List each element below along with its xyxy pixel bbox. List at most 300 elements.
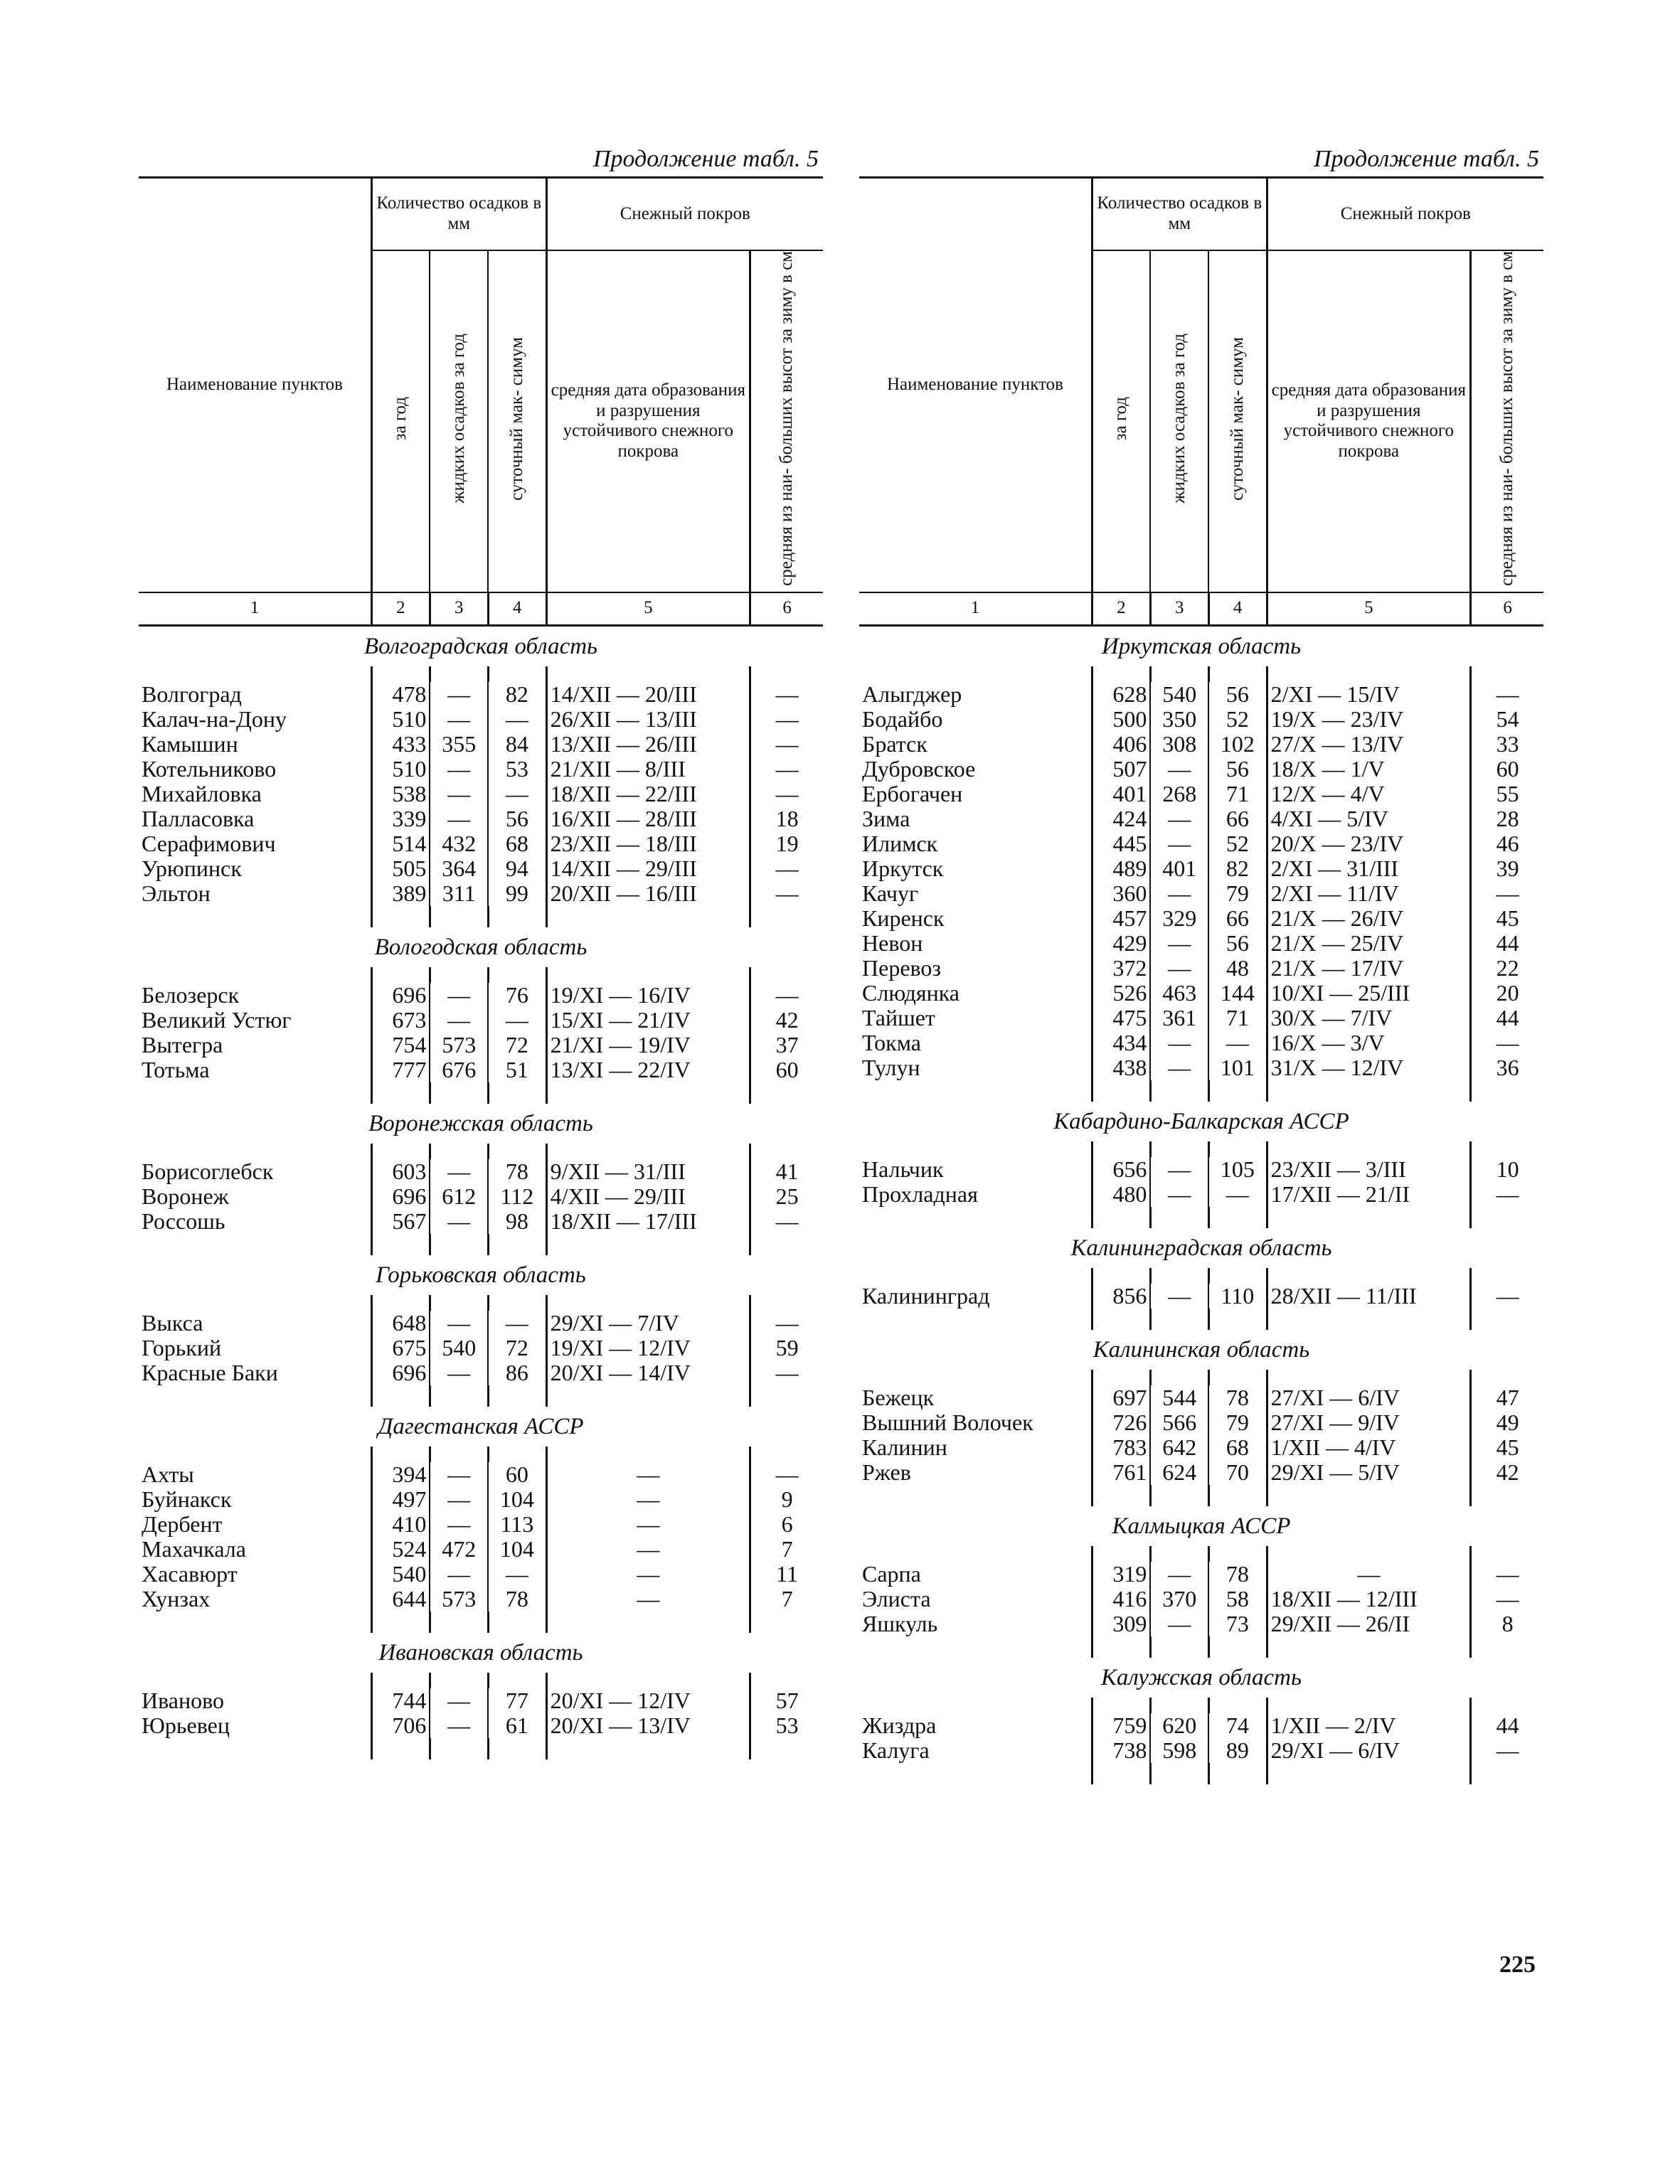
precip-liquid: 566 [1150,1410,1208,1435]
precip-daily-max: 60 [488,1462,546,1487]
column-number: 1 [250,598,260,618]
precip-liquid: — [1150,1182,1208,1207]
precip-year: 673 [371,1008,430,1033]
snow-avg-max: — [750,1462,823,1487]
precip-daily-max: 58 [1208,1587,1267,1612]
precip-liquid: — [1150,831,1208,856]
precip-year: 738 [1092,1738,1150,1763]
precip-year: 538 [371,782,430,806]
snow-dates: 2/XI — 31/III [1267,856,1471,881]
precip-year: 360 [1092,881,1150,906]
precip-year: 706 [371,1713,430,1738]
snow-avg-max: 18 [750,806,823,831]
precip-year: 524 [371,1537,430,1562]
precip-year: 457 [1092,906,1150,931]
precip-daily-max: 84 [488,732,546,757]
precip-liquid: — [430,1209,488,1234]
snow-avg-max: 11 [750,1562,823,1587]
table-row [139,1184,823,1209]
section-title: Ивановская область [378,1639,583,1666]
snow-avg-max: 37 [750,1033,823,1058]
snow-dates: 18/XII — 17/III [546,1209,750,1234]
precip-liquid: 355 [430,732,488,757]
table-row [139,1688,823,1713]
precip-year: 761 [1092,1460,1150,1485]
table-row [859,1284,1543,1309]
precip-daily-max: 73 [1208,1612,1267,1636]
precip-daily-max: 61 [488,1713,546,1738]
table-row [859,931,1543,956]
snow-dates: 19/XI — 12/IV [546,1336,750,1360]
station-name: Михайловка [142,780,262,806]
precip-year: 514 [371,831,430,856]
section-table [859,1698,1543,1784]
station-name: Слюдянка [862,979,959,1006]
table-row [859,881,1543,906]
snow-avg-max: 19 [750,831,823,856]
snow-dates: 20/XI — 13/IV [546,1713,750,1738]
table-row [139,782,823,806]
snow-dates: 12/X — 4/V [1267,782,1471,806]
precip-liquid: 624 [1150,1460,1208,1485]
right-column [859,142,1543,1784]
snow-avg-max: 55 [1471,782,1543,806]
precip-daily-max: 52 [1208,831,1267,856]
precip-daily-max: 68 [488,831,546,856]
snow-dates: 21/X — 25/IV [1267,931,1471,956]
precip-daily-max: 105 [1208,1157,1267,1182]
precip-year: 726 [1092,1410,1150,1435]
precip-year: 438 [1092,1055,1150,1080]
snow-dates: 28/XII — 11/III [1267,1284,1471,1309]
snow-avg-max: 10 [1471,1157,1543,1182]
precip-year: 372 [1092,956,1150,981]
precip-daily-max: 48 [1208,956,1267,981]
table-row [139,1537,823,1562]
table-row [859,1055,1543,1080]
precip-year: 656 [1092,1157,1150,1182]
precip-liquid: 463 [1150,981,1208,1006]
snow-dates: 20/X — 23/IV [1267,831,1471,856]
snow-dates: 27/XI — 6/IV [1267,1385,1471,1410]
station-name: Бежецк [862,1384,935,1410]
precip-daily-max: 71 [1208,1006,1267,1030]
column-number: 6 [750,592,823,626]
precip-daily-max: 72 [488,1033,546,1058]
table-caption: Продолжение табл. 5 [592,146,819,172]
station-name: Тулун [862,1054,920,1080]
snow-avg-max: 49 [1471,1410,1543,1435]
precip-year: 339 [371,806,430,831]
table-row [139,1360,823,1385]
station-name: Зима [862,805,910,831]
snow-avg-max: 28 [1471,806,1543,831]
section-table [859,1370,1543,1506]
station-name: Ербогачен [862,780,963,806]
precip-daily-max: 56 [1208,682,1267,707]
section-table [859,666,1543,1102]
station-name: Яшкуль [862,1610,938,1636]
section-table [139,666,823,927]
precip-year: 429 [1092,931,1150,956]
precip-liquid: — [1150,956,1208,981]
precip-daily-max: 74 [1208,1713,1267,1738]
header-avg-max: средняя из наи- больших высот за зиму в см [777,251,797,586]
station-name: Иваново [142,1687,225,1713]
snow-avg-max: — [750,881,823,906]
snow-dates: 13/XII — 26/III [546,732,750,757]
snow-avg-max: 47 [1471,1385,1543,1410]
section-table [139,967,823,1104]
precip-year: 410 [371,1512,430,1537]
snow-avg-max: 59 [750,1336,823,1360]
precip-liquid: — [1150,881,1208,906]
header-liquid: жидких осадков за год [448,334,468,504]
precip-daily-max: 78 [1208,1385,1267,1410]
snow-dates: 4/XII — 29/III [546,1184,750,1209]
snow-dates: — [546,1462,750,1487]
precip-year: 759 [1092,1713,1150,1738]
precip-daily-max: 99 [488,881,546,906]
precip-liquid: — [430,1360,488,1385]
precip-daily-max: 104 [488,1487,546,1512]
section-title: Иркутская область [1101,633,1302,659]
station-name: Воронеж [142,1183,229,1209]
snow-dates: — [546,1537,750,1562]
section-table [859,1546,1543,1658]
precip-daily-max: 56 [1208,757,1267,782]
precip-daily-max: 51 [488,1058,546,1082]
table-row [859,1738,1543,1763]
snow-avg-max: 44 [1471,1006,1543,1030]
table-row [139,682,823,707]
station-name: Камышин [142,730,238,757]
snow-dates: 29/XI — 5/IV [1267,1460,1471,1485]
snow-dates: 20/XII — 16/III [546,881,750,906]
column-number: 4 [488,592,546,626]
precip-liquid: 401 [1150,856,1208,881]
station-name: Качуг [862,880,919,906]
table-row [859,732,1543,757]
station-name: Прохладная [862,1181,978,1207]
snow-avg-max: 36 [1471,1055,1543,1080]
precip-year: 510 [371,707,430,732]
precip-year: 394 [371,1462,430,1487]
precip-daily-max: 76 [488,983,546,1008]
table-row [139,732,823,757]
precip-liquid: — [1150,1055,1208,1080]
station-name: Калинин [862,1434,947,1460]
precip-liquid: — [430,983,488,1008]
table-row [859,707,1543,732]
precip-daily-max: — [488,707,546,732]
precip-daily-max: — [488,1562,546,1587]
table-row [859,1030,1543,1055]
precip-daily-max: 82 [1208,856,1267,881]
table-row [139,831,823,856]
precip-year: 319 [1092,1562,1150,1587]
precip-year: 489 [1092,856,1150,881]
snow-dates: 29/XI — 7/IV [546,1311,750,1336]
station-name: Ахты [142,1461,194,1487]
snow-avg-max: 42 [750,1008,823,1033]
section-title: Воронежская область [368,1110,593,1136]
snow-dates: 29/XI — 6/IV [1267,1738,1471,1763]
header-dates: средняя дата образования и разрушения устойчивого снежного покрова [1267,250,1471,592]
snow-avg-max: 45 [1471,1435,1543,1460]
column-number: 4 [1208,592,1267,626]
snow-dates: 29/XII — 26/II [1267,1612,1471,1636]
section-title: Калининская область [1092,1336,1310,1363]
precip-liquid: 642 [1150,1435,1208,1460]
section-title: Калининградская область [1070,1235,1332,1261]
snow-avg-max: 57 [750,1688,823,1713]
precip-daily-max: 77 [488,1688,546,1713]
station-name: Горький [142,1334,222,1360]
station-name: Буйнакск [142,1486,232,1512]
snow-avg-max: 8 [1471,1612,1543,1636]
snow-avg-max: 45 [1471,906,1543,931]
station-name: Дубровское [862,755,976,782]
station-name: Алыгджер [862,681,962,707]
snow-avg-max: 39 [1471,856,1543,881]
precip-daily-max: 101 [1208,1055,1267,1080]
table-row [859,831,1543,856]
snow-avg-max: — [750,983,823,1008]
section-table [139,1673,823,1759]
station-name: Ржев [862,1459,911,1485]
station-name: Эльтон [142,880,211,906]
snow-dates: 10/XI — 25/III [1267,981,1471,1006]
precip-liquid: — [1150,1284,1208,1309]
snow-avg-max: — [1471,1030,1543,1055]
table-row [139,1487,823,1512]
snow-avg-max: 60 [750,1058,823,1082]
precip-daily-max: 66 [1208,906,1267,931]
table-row [859,1157,1543,1182]
precip-liquid: — [430,1688,488,1713]
snow-dates: 27/X — 13/IV [1267,732,1471,757]
station-name: Великий Устюг [142,1006,292,1033]
snow-avg-max: 44 [1471,931,1543,956]
snow-dates: 14/XII — 20/III [546,682,750,707]
table-row [139,757,823,782]
snow-avg-max: 42 [1471,1460,1543,1485]
table-row [139,1336,823,1360]
precip-liquid: 329 [1150,906,1208,931]
precip-daily-max: 78 [1208,1562,1267,1587]
station-name: Калуга [862,1737,930,1763]
header-precip-group: Количество осадков в мм [371,178,546,251]
station-name: Калач-на-Дону [142,705,287,732]
snow-avg-max: 53 [750,1713,823,1738]
precip-daily-max: 82 [488,682,546,707]
table-row [139,1008,823,1033]
column-number: 3 [430,592,488,626]
section-title: Калмыцкая АССР [1112,1513,1291,1539]
precip-daily-max: 72 [488,1336,546,1360]
snow-avg-max: 25 [750,1184,823,1209]
precip-liquid: 540 [1150,682,1208,707]
station-name: Токма [862,1029,921,1055]
precip-year: 696 [371,983,430,1008]
header-name-column: Наименование пунктов [166,374,343,394]
snow-dates: 13/XI — 22/IV [546,1058,750,1082]
precip-liquid: — [430,1487,488,1512]
snow-dates: 19/XI — 16/IV [546,983,750,1008]
header-daily-max: суточный мак- симум [506,336,526,501]
snow-dates: 1/XII — 2/IV [1267,1713,1471,1738]
precip-daily-max: 56 [1208,931,1267,956]
station-name: Красные Баки [142,1359,278,1385]
snow-dates: 2/XI — 15/IV [1267,682,1471,707]
precip-year: 389 [371,881,430,906]
precip-daily-max: 71 [1208,782,1267,806]
station-name: Россошь [142,1208,225,1234]
header-avg-max: средняя из наи- больших высот за зиму в см [1497,251,1517,586]
header-dates: средняя дата образования и разрушения устойчивого снежного покрова [546,250,750,592]
page-number: 225 [1499,1951,1536,1978]
station-name: Тотьма [142,1056,210,1082]
snow-dates: 9/XII — 31/III [546,1159,750,1184]
precip-year: 401 [1092,782,1150,806]
precip-liquid: — [430,806,488,831]
station-name: Вытегра [142,1031,223,1058]
section-table [139,1447,823,1633]
precip-liquid: 364 [430,856,488,881]
precip-daily-max: 66 [1208,806,1267,831]
section-table [139,1144,823,1255]
snow-dates: 14/XII — 29/III [546,856,750,881]
table-row [139,1462,823,1487]
precip-liquid: 544 [1150,1385,1208,1410]
snow-dates: — [546,1512,750,1537]
table-row [139,806,823,831]
table-row [859,1713,1543,1738]
header-snow-group: Снежный покров [546,178,823,251]
station-name: Невон [862,929,923,956]
snow-dates: 21/XII — 8/III [546,757,750,782]
precip-daily-max: 144 [1208,981,1267,1006]
table-row [139,881,823,906]
station-name: Юрьевец [142,1712,230,1738]
precip-liquid: — [1150,1612,1208,1636]
snow-avg-max: 6 [750,1512,823,1537]
header-precip-group: Количество осадков в мм [1092,178,1267,251]
precip-liquid: 370 [1150,1587,1208,1612]
snow-dates: 23/XII — 3/III [1267,1157,1471,1182]
section-title: Горьковская область [376,1262,586,1288]
station-name: Белозерск [142,981,240,1008]
station-name: Перевоз [862,954,942,981]
precip-liquid: — [430,1311,488,1336]
precip-daily-max: 78 [488,1159,546,1184]
precip-daily-max: 53 [488,757,546,782]
snow-avg-max: 44 [1471,1713,1543,1738]
snow-dates: 21/XI — 19/IV [546,1033,750,1058]
column-number: 3 [1150,592,1208,626]
precip-year: 628 [1092,682,1150,707]
station-name: Махачкала [142,1535,246,1562]
precip-daily-max: 113 [488,1512,546,1537]
precip-liquid: 311 [430,881,488,906]
table-row [139,856,823,881]
precip-daily-max: 110 [1208,1284,1267,1309]
snow-avg-max: — [1471,1587,1543,1612]
section-title: Кабардино-Балкарская АССР [1053,1108,1349,1134]
snow-dates: 4/XI — 5/IV [1267,806,1471,831]
precip-daily-max: — [488,1311,546,1336]
header-snow-group: Снежный покров [1267,178,1543,251]
precip-liquid: — [430,1713,488,1738]
snow-avg-max: — [750,732,823,757]
precip-liquid: — [1150,757,1208,782]
station-name: Тайшет [862,1004,935,1030]
snow-avg-max: — [750,682,823,707]
station-name: Серафимович [142,830,276,856]
precip-liquid: 350 [1150,707,1208,732]
precip-liquid: — [430,1462,488,1487]
section-title: Вологодская область [374,934,588,960]
precip-liquid: — [430,682,488,707]
precip-liquid: — [430,757,488,782]
precip-liquid: 676 [430,1058,488,1082]
table-row [859,1410,1543,1435]
table-row [859,1385,1543,1410]
precip-year: 696 [371,1360,430,1385]
snow-avg-max: — [750,1209,823,1234]
snow-avg-max: 7 [750,1587,823,1612]
table-row [859,1587,1543,1612]
precip-liquid: 308 [1150,732,1208,757]
precip-liquid: — [430,1512,488,1537]
station-name: Иркутск [862,855,944,881]
snow-dates: 31/X — 12/IV [1267,1055,1471,1080]
table-row [859,1182,1543,1207]
column-number: 2 [371,592,430,626]
precip-daily-max: 98 [488,1209,546,1234]
table-row [139,1209,823,1234]
snow-avg-max: 7 [750,1537,823,1562]
station-name: Сарпа [862,1560,921,1587]
precip-daily-max: 79 [1208,881,1267,906]
snow-avg-max: — [750,856,823,881]
table-row [859,1006,1543,1030]
column-number: 1 [970,598,980,618]
precip-year: 510 [371,757,430,782]
precip-liquid: 620 [1150,1713,1208,1738]
table-row [859,682,1543,707]
precip-liquid: — [430,707,488,732]
precip-year: 526 [1092,981,1150,1006]
snow-avg-max: 41 [750,1159,823,1184]
precip-daily-max: 112 [488,1184,546,1209]
table-row [139,1587,823,1612]
snow-dates: 16/XII — 28/III [546,806,750,831]
station-name: Палласовка [142,805,255,831]
snow-dates: 17/XII — 21/II [1267,1182,1471,1207]
snow-avg-max: — [1471,1182,1543,1207]
table-row [139,1311,823,1336]
table-row [859,956,1543,981]
precip-year: 856 [1092,1284,1150,1309]
precip-year: 500 [1092,707,1150,732]
precip-liquid: 472 [430,1537,488,1562]
column-number: 2 [1092,592,1150,626]
precip-liquid: 540 [430,1336,488,1360]
snow-avg-max: — [750,782,823,806]
snow-dates: — [546,1487,750,1512]
